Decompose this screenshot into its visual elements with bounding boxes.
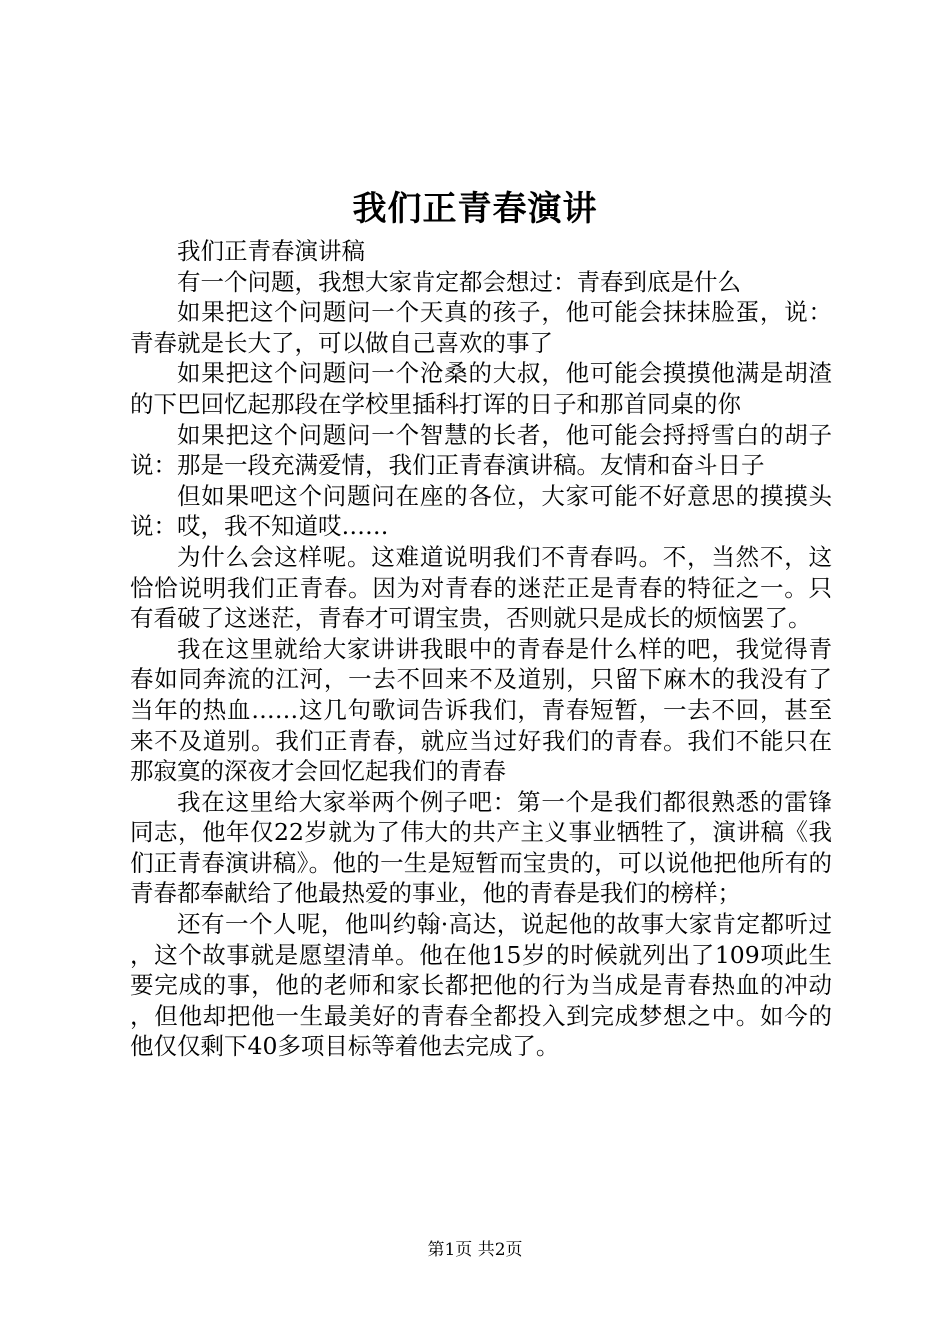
document-body <box>130 236 832 1062</box>
paragraph: 还有一个人呢，他叫约翰·高达，说起他的故事大家肯定都听过，这个故事就是愿望清单。他在他15岁的时候就列出了109项此生要完成的事，他的老师和家长都把他的行为当成是青春热血的冲动，但他却把他一生最美好的青春全都投入到完成梦想之中。如今的他仅仅剩下40多项目标等着他去完成了。 <box>130 910 832 1061</box>
paragraph: 但如果吧这个问题问在座的各位，大家可能不好意思的摸摸头说：哎，我不知道哎…… <box>130 481 832 541</box>
page-footer: 第1页 共2页 <box>427 1240 523 1260</box>
paragraph: 我们正青春演讲稿 <box>177 237 365 265</box>
paragraph: 如果把这个问题问一个智慧的长者，他可能会捋捋雪白的胡子说：那是一段充满爱情，我们正青春演讲稿。友情和奋斗日子 <box>130 420 832 480</box>
paragraph: 为什么会这样呢。这难道说明我们不青春吗。不，当然不，这恰恰说明我们正青春。因为对青春的迷茫正是青春的特征之一。只有看破了这迷茫，青春才可谓宝贵，否则就只是成长的烦恼罢了。 <box>130 542 832 633</box>
paragraph: 如果把这个问题问一个沧桑的大叔，他可能会摸摸他满是胡渣的下巴回忆起那段在学校里插科打诨的日子和那首同桌的你 <box>130 359 832 418</box>
document-title: 我们正青春演讲 <box>352 189 598 229</box>
paragraph: 我在这里就给大家讲讲我眼中的青春是什么样的吧，我觉得青春如同奔流的江河，一去不回来不及道别，只留下麻木的我没有了当年的热血……这几句歌词告诉我们，青春短暂，一去不回，甚至来不及道别。我们正青春，就应当过好我们的青春。我们不能只在那寂寞的深夜才会回忆起我们的青春 <box>130 634 832 786</box>
paragraph: 有一个问题，我想大家肯定都会想过：青春到底是什么 <box>177 267 741 296</box>
paragraph: 我在这里给大家举两个例子吧：第一个是我们都很熟悉的雷锋同志，他年仅22岁就为了伟大的共产主义事业牺牲了，演讲稿《我们正青春演讲稿》。他的一生是短暂而宝贵的，可以说他把他所有的青春都奉献给了他最热爱的事业，他的青春是我们的榜样； <box>130 787 832 908</box>
paragraph: 如果把这个问题问一个天真的孩子，他可能会抹抹脸蛋，说：青春就是长大了，可以做自己喜欢的事了 <box>130 298 832 357</box>
